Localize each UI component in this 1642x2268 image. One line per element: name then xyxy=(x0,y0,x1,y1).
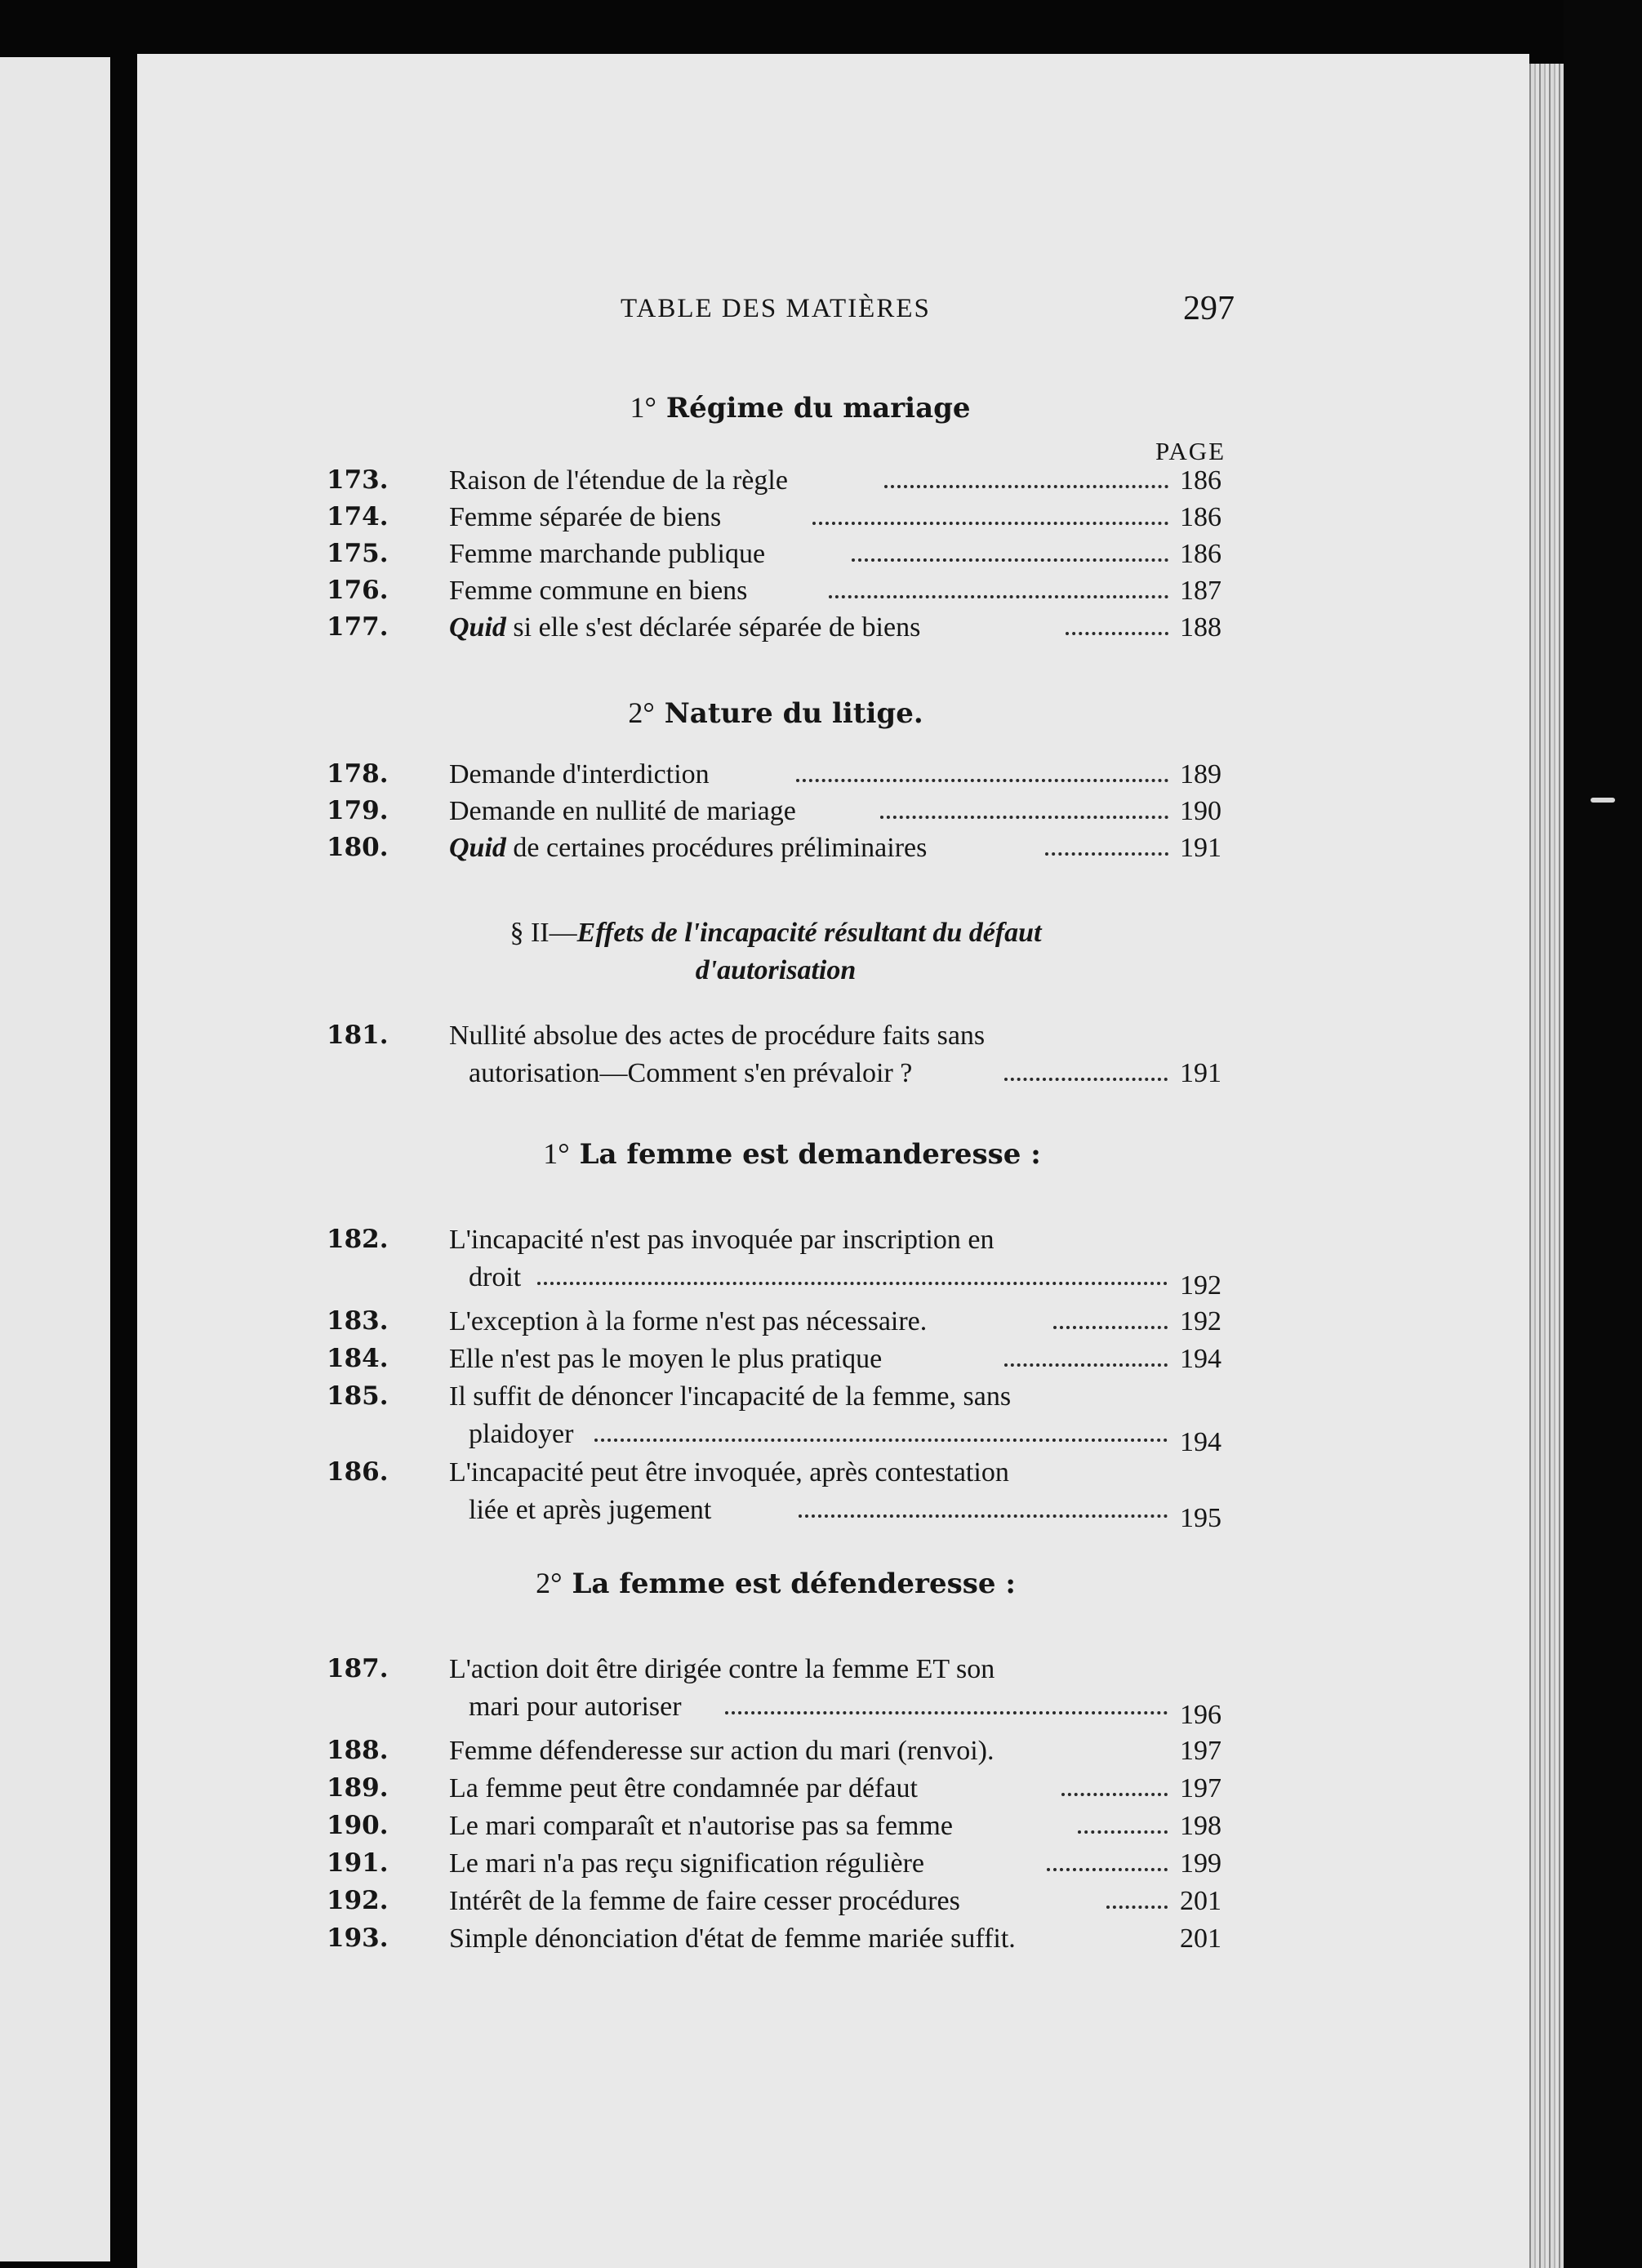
entry-text: Raison de l'étendue de la règle xyxy=(449,465,788,496)
toc-entry xyxy=(327,576,1225,612)
section-heading xyxy=(482,1566,1070,1600)
entry-text: Femme séparée de biens xyxy=(449,502,722,532)
toc-entry xyxy=(327,1736,1225,1772)
section-heading xyxy=(572,696,980,730)
dot-leader xyxy=(594,1439,1168,1442)
toc-entry xyxy=(327,539,1225,576)
entry-text xyxy=(449,833,927,864)
dot-leader xyxy=(1047,1868,1168,1871)
entry-page: 192 xyxy=(1180,1270,1221,1301)
entry-number: 179. xyxy=(327,796,389,825)
entry-number: 181. xyxy=(327,1021,389,1050)
entry-number: 190. xyxy=(327,1811,389,1840)
entry-text: Il suffit de dénoncer l'incapacité de la femme, sans xyxy=(449,1381,1012,1412)
dot-leader xyxy=(880,816,1168,819)
entry-text-rest: de certaines procédures préliminaires xyxy=(513,833,928,863)
entry-number: 182. xyxy=(327,1225,389,1254)
dot-leader xyxy=(1053,1326,1168,1329)
section-heading xyxy=(482,1136,1102,1171)
section-number: 2° xyxy=(628,696,655,729)
dot-leader xyxy=(884,485,1168,488)
entry-page: 191 xyxy=(1180,1058,1221,1088)
entry-text-continued: liée et après jugement xyxy=(469,1495,712,1525)
toc-entry xyxy=(327,796,1225,833)
entry-text-continued: droit xyxy=(469,1262,522,1292)
toc-entry xyxy=(327,502,1225,539)
toc-entry xyxy=(327,1923,1225,1960)
section-number: 2° xyxy=(536,1567,563,1599)
entry-text-rest: si elle s'est déclarée séparée de biens xyxy=(513,612,921,643)
section-number: 1° xyxy=(630,391,656,424)
entry-number: 183. xyxy=(327,1306,389,1336)
entry-number: 178. xyxy=(327,759,389,789)
section-heading xyxy=(572,390,1029,425)
entry-page: 189 xyxy=(1180,759,1221,789)
toc-entry xyxy=(327,1457,1225,1532)
entry-text: Femme commune en biens xyxy=(449,576,748,606)
entry-page: 191 xyxy=(1180,833,1221,863)
entry-text-continued: mari pour autoriser xyxy=(469,1692,682,1722)
entry-text: Le mari comparaît et n'autorise pas sa femme xyxy=(449,1811,953,1841)
entry-page: 186 xyxy=(1180,539,1221,569)
entry-text-continued: plaidoyer xyxy=(469,1419,574,1449)
section-title: Nature du litige. xyxy=(664,697,923,730)
toc-entry xyxy=(327,1021,1225,1096)
entry-page: 194 xyxy=(1180,1344,1221,1374)
entry-number: 174. xyxy=(327,502,389,531)
entry-page: 194 xyxy=(1180,1427,1221,1457)
entry-number: 175. xyxy=(327,539,389,568)
entry-italic: Quid xyxy=(449,612,506,643)
entry-number: 192. xyxy=(327,1886,389,1915)
subsection-line-2: d'autorisation xyxy=(695,955,857,985)
page-column-label: PAGE xyxy=(1155,437,1226,465)
toc-entry xyxy=(327,465,1225,502)
toc-entry xyxy=(327,1225,1225,1300)
entry-text xyxy=(449,612,920,643)
entry-number: 173. xyxy=(327,465,389,495)
dot-leader xyxy=(725,1711,1168,1714)
toc-entry xyxy=(327,759,1225,796)
toc-entry xyxy=(327,1306,1225,1343)
toc-entry xyxy=(327,1773,1225,1810)
entry-text: Femme marchande publique xyxy=(449,539,766,569)
toc-entry xyxy=(327,1886,1225,1923)
entry-text-continued: autorisation—Comment s'en prévaloir ? xyxy=(469,1058,913,1088)
entry-text: Demande d'interdiction xyxy=(449,759,710,789)
entry-number: 184. xyxy=(327,1344,389,1373)
dot-leader xyxy=(829,595,1168,598)
entry-page: 186 xyxy=(1180,502,1221,532)
toc-entry xyxy=(327,1811,1225,1848)
dot-leader xyxy=(1045,852,1168,856)
entry-page: 190 xyxy=(1180,796,1221,826)
subsection-line-1 xyxy=(408,914,1143,952)
entry-page: 201 xyxy=(1180,1923,1221,1954)
dot-leader xyxy=(799,1514,1168,1518)
scan-mark xyxy=(1591,798,1615,803)
entry-number: 187. xyxy=(327,1654,389,1683)
entry-text: L'incapacité n'est pas invoquée par inscription en xyxy=(449,1225,995,1255)
entry-text: Femme défenderesse sur action du mari (renvoi). xyxy=(449,1736,995,1766)
entry-text: Intérêt de la femme de faire cesser procédures xyxy=(449,1886,960,1916)
entry-text: La femme peut être condamnée par défaut xyxy=(449,1773,918,1803)
entry-page: 199 xyxy=(1180,1848,1221,1879)
entry-number: 193. xyxy=(327,1923,389,1953)
entry-page: 186 xyxy=(1180,465,1221,496)
dot-leader xyxy=(537,1282,1168,1285)
dot-leader xyxy=(796,779,1168,782)
dot-leader xyxy=(812,522,1168,525)
entry-number: 188. xyxy=(327,1736,389,1765)
page-stack-edge xyxy=(1529,64,1564,2268)
running-header xyxy=(621,290,1235,343)
entry-number: 189. xyxy=(327,1773,389,1803)
section-title: La femme est défenderesse : xyxy=(572,1568,1016,1600)
dot-leader xyxy=(1061,1793,1168,1796)
facing-page-edge xyxy=(0,57,110,2261)
dot-leader xyxy=(852,558,1168,562)
entry-text: Nullité absolue des actes de procédure faits sans xyxy=(449,1021,986,1051)
entry-page: 188 xyxy=(1180,612,1221,643)
header-title: TABLE DES MATIÈRES xyxy=(621,294,931,323)
page-number: 297 xyxy=(1183,290,1235,327)
subsection-prefix: § II— xyxy=(510,918,577,948)
entry-italic: Quid xyxy=(449,833,506,863)
dot-leader xyxy=(1004,1078,1168,1081)
toc-entry xyxy=(327,612,1225,649)
toc-entry xyxy=(327,1344,1225,1381)
entry-text: L'incapacité peut être invoquée, après contestation xyxy=(449,1457,1009,1488)
entry-page: 196 xyxy=(1180,1700,1221,1730)
subsection-title: Effets de l'incapacité résultant du défaut xyxy=(576,918,1042,948)
dot-leader xyxy=(1106,1906,1168,1909)
scan-border xyxy=(1564,0,1642,2268)
entry-text: Le mari n'a pas reçu signification régulière xyxy=(449,1848,924,1879)
toc-entry xyxy=(327,1654,1225,1729)
entry-number: 177. xyxy=(327,612,389,642)
entry-number: 176. xyxy=(327,576,389,605)
entry-page: 198 xyxy=(1180,1811,1221,1841)
section-number: 1° xyxy=(543,1137,570,1170)
entry-page: 197 xyxy=(1180,1736,1221,1766)
entry-page: 187 xyxy=(1180,576,1221,606)
entry-text: L'action doit être dirigée contre la femme ET son xyxy=(449,1654,995,1684)
section-title: La femme est demanderesse : xyxy=(579,1138,1041,1171)
entry-number: 191. xyxy=(327,1848,389,1878)
entry-page: 201 xyxy=(1180,1886,1221,1916)
section-title: Régime du mariage xyxy=(665,392,971,425)
entry-text: Simple dénonciation d'état de femme mariée suffit. xyxy=(449,1923,1016,1954)
toc-entry xyxy=(327,1848,1225,1885)
subsection-heading xyxy=(408,914,1143,989)
entry-number: 185. xyxy=(327,1381,389,1411)
dot-leader xyxy=(1004,1363,1168,1367)
toc-entry xyxy=(327,833,1225,869)
dot-leader xyxy=(1078,1830,1168,1834)
entry-text: Elle n'est pas le moyen le plus pratique xyxy=(449,1344,883,1374)
entry-page: 195 xyxy=(1180,1503,1221,1533)
entry-number: 186. xyxy=(327,1457,389,1487)
toc-entry xyxy=(327,1381,1225,1456)
dot-leader xyxy=(1066,632,1168,635)
entry-page: 197 xyxy=(1180,1773,1221,1803)
entry-number: 180. xyxy=(327,833,389,862)
entry-page: 192 xyxy=(1180,1306,1221,1336)
entry-text: Demande en nullité de mariage xyxy=(449,796,796,826)
entry-text: L'exception à la forme n'est pas nécessaire. xyxy=(449,1306,928,1336)
